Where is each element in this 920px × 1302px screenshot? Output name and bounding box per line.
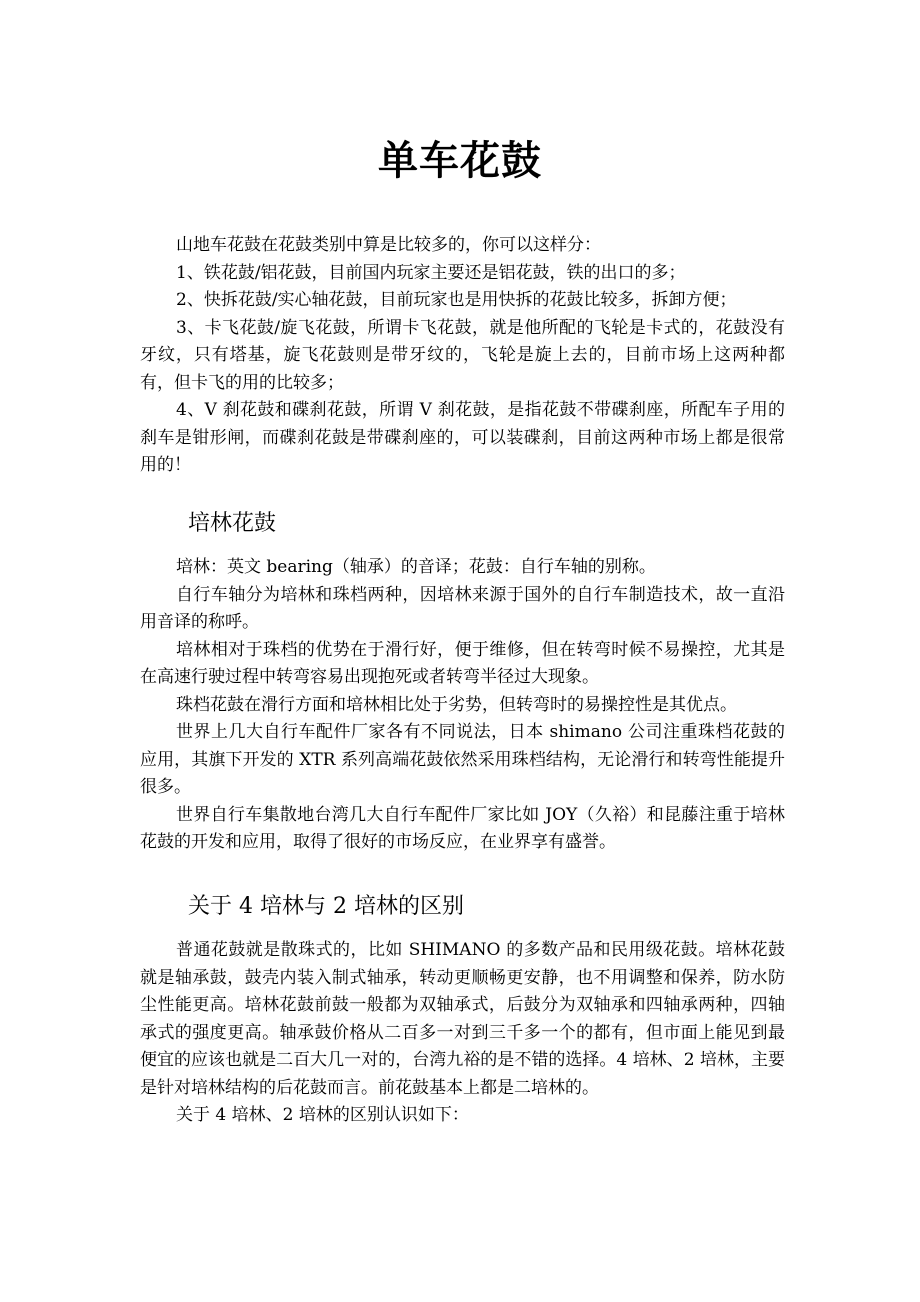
bearing-comparison-section — [140, 937, 785, 1130]
paragraph: 培林相对于珠档的优势在于滑行好，便于维修，但在转弯时候不易操控，尤其是在高速行驶过程中转弯容易出现抱死或者转弯半径过大现象。 — [140, 639, 785, 687]
paragraph: 1、铁花鼓/铝花鼓，目前国内玩家主要还是铝花鼓，铁的出口的多； — [176, 262, 686, 283]
section-heading: 关于 4 培林与 2 培林的区别 — [188, 894, 464, 919]
paragraph: 3、卡飞花鼓/旋飞花鼓，所谓卡飞花鼓，就是他所配的飞轮是卡式的，花鼓没有牙纹，只有塔基，旋飞花鼓则是带牙纹的，飞轮是旋上去的，目前市场上这两种都有，但卡飞的用的比较多； — [140, 317, 785, 393]
bearing-hub-section — [140, 554, 785, 857]
paragraph: 关于 4 培林、2 培林的区别认识如下： — [176, 1105, 469, 1125]
paragraph: 山地车花鼓在花鼓类别中算是比较多的，你可以这样分： — [176, 235, 601, 255]
paragraph: 4、V 刹花鼓和碟刹花鼓，所谓 V 刹花鼓，是指花鼓不带碟刹座，所配车子用的刹车是钳形闸，而碟刹花鼓是带碟刹座的，可以装碟刹，目前这两种市场上都是很常用的！ — [140, 400, 785, 475]
paragraph: 普通花鼓就是散珠式的，比如 SHIMANO 的多数产品和民用级花鼓。培林花鼓就是轴承鼓，鼓壳内装入制式轴承，转动更顺畅更安静，也不用调整和保养，防水防尘性能更高。培林花鼓前鼓一般都为双轴承式，后鼓分为双轴承和四轴承两种，四轴承式的强度更高。轴承鼓价格从二百多一对到三千多一个的都有，但市面上能见到最便宜的应该也就是二百大几一对的，台湾九裕的是不错的选择。4 培林、2 培林，主要是针对培林结构的后花鼓而言。前花鼓基本上都是二培林的。 — [140, 940, 785, 1098]
paragraph: 自行车轴分为培林和珠档两种，因培林来源于国外的自行车制造技术，故一直沿用音译的称呼。 — [140, 584, 785, 632]
paragraph: 培林：英文 bearing（轴承）的音译；花鼓：自行车轴的别称。 — [176, 557, 656, 577]
paragraph: 世界上几大自行车配件厂家各有不同说法，日本 shimano 公司注重珠档花鼓的应用，其旗下开发的 XTR 系列高端花鼓依然采用珠档结构，无论滑行和转弯性能提升很多。 — [140, 722, 785, 797]
section-heading: 培林花鼓 — [188, 511, 277, 536]
paragraph: 珠档花鼓在滑行方面和培林相比处于劣势，但转弯时的易操控性是其优点。 — [176, 694, 737, 715]
paragraph: 2、快拆花鼓/实心轴花鼓，目前玩家也是用快拆的花鼓比较多，拆卸方便； — [176, 290, 737, 310]
paragraph: 世界自行车集散地台湾几大自行车配件厂家比如 JOY（久裕）和昆藤注重于培林花鼓的开发和应用，取得了很好的市场反应，在业界享有盛誉。 — [140, 804, 785, 852]
intro-section — [140, 232, 785, 480]
document-title: 单车花鼓 — [378, 137, 542, 184]
